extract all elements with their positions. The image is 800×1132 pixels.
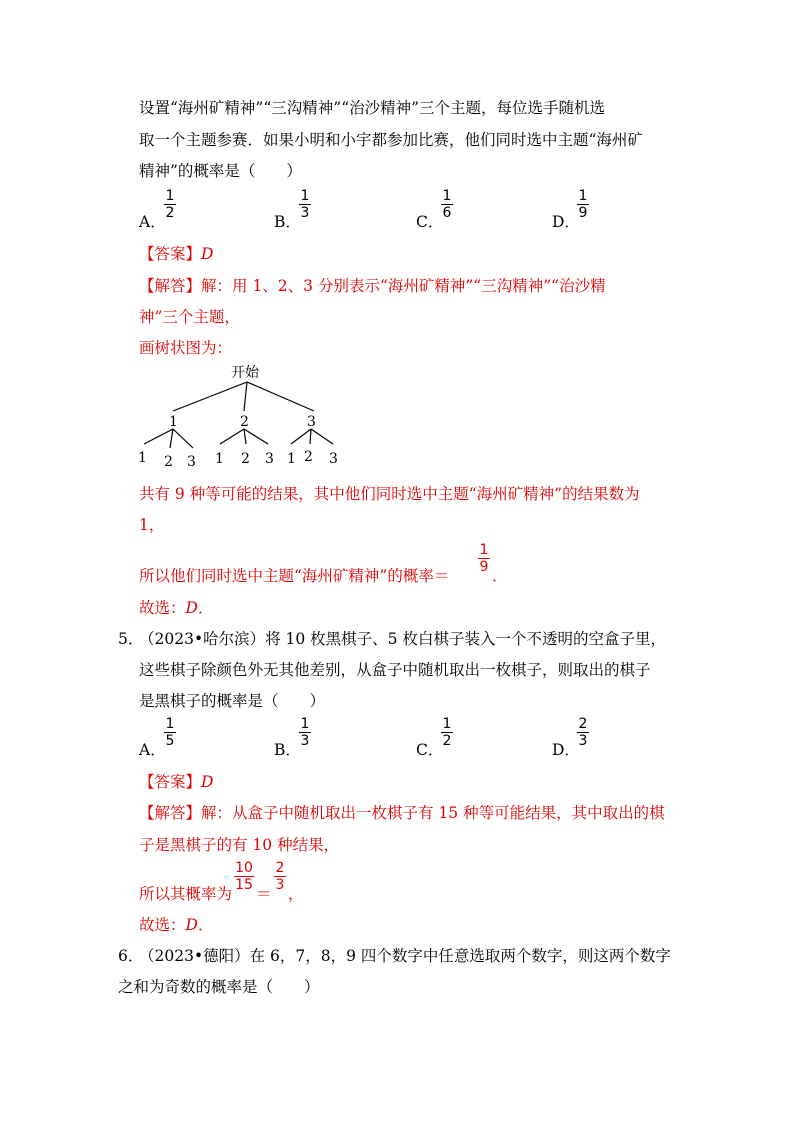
answer-label: 【答案】 [139, 773, 202, 791]
prob-prefix: 所以他们同时选中主题“海州矿精神”的概率＝ [139, 567, 450, 585]
q4-option-b-fraction [299, 189, 311, 220]
denominator: 3 [275, 877, 285, 894]
q4-prob-suffix: ． [492, 567, 508, 585]
q4-option-a-fraction [164, 189, 176, 220]
q5-option-d-fraction [577, 717, 589, 748]
q4-option-d-fraction [577, 189, 589, 220]
tree-edge [170, 429, 173, 448]
q5-probability-line [139, 884, 232, 904]
q5-option-b-letter: B． [274, 741, 301, 759]
q5-option-d-letter: D． [552, 741, 580, 759]
q5-solution-line-1 [139, 803, 665, 823]
denominator: 3 [578, 733, 588, 750]
q6-number: 6． [118, 947, 144, 965]
q4-probability-fraction [478, 543, 490, 574]
tree-edge [310, 429, 311, 444]
q4-option-c-fraction [441, 189, 453, 220]
tree-diagram [130, 360, 360, 472]
tree-edge [244, 429, 268, 444]
tree-node-l2: 1 [287, 451, 296, 467]
denominator: 2 [165, 205, 175, 222]
tree-node-l1: 3 [307, 414, 316, 430]
numerator: 1 [300, 716, 310, 732]
numerator: 1 [165, 716, 175, 732]
numerator: 1 [442, 188, 452, 204]
tree-node-l2: 3 [265, 451, 274, 467]
tree-node-l1: 2 [240, 414, 249, 430]
q4-result-line-1: 共有 9 种等可能的结果，其中他们同时选中主题“海州矿精神”的结果数为 [139, 485, 640, 503]
q5-option-c-letter: C． [416, 741, 444, 759]
tree-node-l2: 1 [138, 450, 147, 466]
tree-node-l2: 1 [215, 451, 224, 467]
tree-edge [244, 382, 247, 411]
q6-stem-line-1: （2023•德阳）在 6，7，8，9 四个数字中任意选取两个数字，则这两个数字 [139, 947, 671, 965]
numerator: 1 [442, 716, 452, 732]
q4-stem-line-1: 设置“海州矿精神”“三沟精神”“治沙精神”三个主题，每位选手随机选 [139, 99, 606, 117]
tree-edge [144, 429, 173, 444]
tree-node-l2: 2 [164, 454, 173, 470]
numerator: 1 [479, 542, 489, 558]
q5-stem-line-3: 是黑棋子的概率是（ ） [139, 692, 326, 710]
q4-solution-line-2: 神”三个主题， [139, 308, 240, 326]
q5-stem-line-2: 这些棋子除颜色外无其他差别，从盒子中随机取出一枚棋子，则取出的棋子 [139, 661, 651, 679]
q4-option-b-letter: B． [274, 213, 301, 231]
solution-label: 【解答】 [139, 277, 202, 295]
tree-node-l2: 3 [329, 451, 338, 467]
q4-answer [139, 244, 213, 264]
q5-prob-equals: ＝ [256, 885, 272, 903]
prob-prefix: 所以其概率为 [139, 885, 233, 903]
tree-node-l2: 3 [187, 454, 196, 470]
tree-edge [244, 429, 246, 444]
q5-stem-line-1: （2023•哈尔滨）将 10 枚黑棋子、5 枚白棋子装入一个不透明的空盒子里， [139, 630, 666, 648]
q5-option-a-fraction [164, 717, 176, 748]
conclude-value: D [185, 916, 198, 934]
q4-conclusion [139, 598, 213, 618]
q4-option-d-letter: D． [552, 213, 580, 231]
q4-probability-line [139, 566, 449, 586]
numerator: 1 [578, 188, 588, 204]
solution-text: 解：从盒子中随机取出一枚棋子有 15 种等可能结果，其中取出的棋 [201, 804, 665, 822]
tree-node-l2: 2 [241, 451, 250, 467]
tree-root-label: 开始 [231, 365, 259, 381]
q4-option-a-letter: A． [139, 213, 166, 231]
conclude-prefix: 故选： [139, 599, 186, 617]
tree-node-l1: 1 [169, 414, 178, 430]
tree-edge [173, 382, 247, 411]
answer-label: 【答案】 [139, 245, 202, 263]
tree-edge [311, 429, 333, 444]
numerator: 10 [235, 860, 253, 876]
q5-number: 5． [118, 630, 144, 648]
q5-solution-line-2: 子是黑棋子的有 10 种结果， [139, 836, 340, 854]
q4-stem-line-2: 取一个主题参赛．如果小明和小宇都参加比赛，他们同时选中主题“海州矿 [139, 131, 643, 149]
q5-probability-fraction-1 [234, 861, 254, 892]
conclude-suffix: ． [197, 599, 214, 617]
answer-value: D [201, 773, 214, 791]
answer-value: D [201, 245, 214, 263]
tree-node-l2: 2 [304, 449, 313, 465]
numerator: 1 [300, 188, 310, 204]
q5-answer [139, 772, 213, 792]
tree-edge [220, 429, 244, 444]
q5-conclusion [139, 915, 213, 935]
q4-option-c-letter: C． [416, 213, 444, 231]
q6-stem-line-2: 之和为奇数的概率是（ ） [118, 978, 320, 996]
denominator: 15 [235, 877, 253, 894]
q5-option-a-letter: A． [139, 741, 166, 759]
conclude-value: D [185, 599, 198, 617]
q5-option-b-fraction [299, 717, 311, 748]
q4-solution-line-1 [139, 276, 606, 296]
q5-probability-fraction-2 [274, 861, 286, 892]
conclude-suffix: ． [197, 916, 214, 934]
denominator: 3 [300, 733, 310, 750]
numerator: 1 [165, 188, 175, 204]
tree-edge [247, 382, 314, 411]
q4-stem-line-3: 精神”的概率是（ ） [139, 162, 302, 180]
numerator: 2 [275, 860, 285, 876]
conclude-prefix: 故选： [139, 916, 186, 934]
denominator: 6 [442, 205, 452, 222]
solution-label: 【解答】 [139, 804, 202, 822]
q5-prob-suffix: ， [288, 885, 304, 903]
q5-option-c-fraction [441, 717, 453, 748]
q4-result-line-2: 1， [139, 516, 165, 534]
tree-edge [173, 429, 193, 448]
solution-text: 解：用 1、2、3 分别表示“海州矿精神”“三沟精神”“治沙精 [201, 277, 606, 295]
denominator: 5 [165, 733, 175, 750]
numerator: 2 [578, 716, 588, 732]
tree-edge [291, 429, 311, 444]
q4-tree-intro: 画树状图为： [139, 339, 233, 357]
denominator: 9 [578, 205, 588, 222]
denominator: 2 [442, 733, 452, 750]
denominator: 3 [300, 205, 310, 222]
denominator: 9 [479, 559, 489, 576]
